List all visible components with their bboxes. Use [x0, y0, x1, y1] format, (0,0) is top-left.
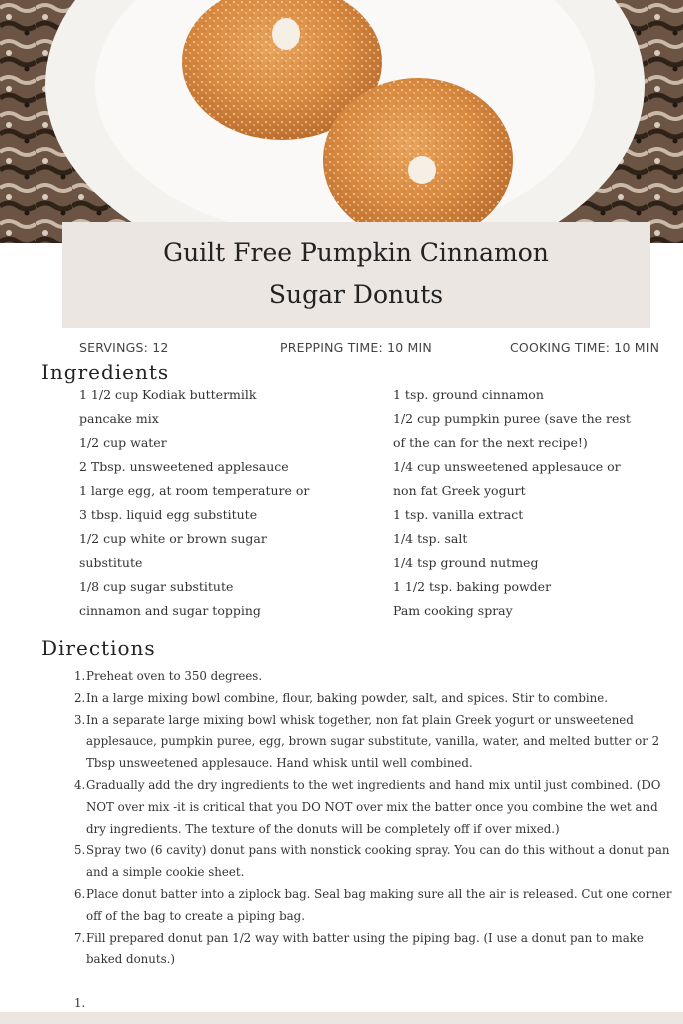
ingredients-list-right	[393, 383, 648, 623]
ingredients-list-left	[79, 383, 329, 623]
ingredient-line: 1/4 cup unsweetened applesauce or	[393, 459, 621, 474]
title-box	[62, 222, 650, 328]
step-text: In a large mixing bowl combine, flour, baking powder, salt, and spices. Stir to combine.	[86, 690, 609, 705]
direction-step	[74, 928, 678, 972]
directions-list	[74, 666, 678, 1011]
ingredient-line: of the can for the next recipe!)	[393, 435, 588, 450]
ingredient-line: non fat Greek yogurt	[393, 483, 526, 498]
recipe-title: Guilt Free Pumpkin Cinnamon Sugar Donuts	[163, 238, 549, 309]
step-number: 6.	[74, 886, 86, 901]
ingredient-line: 1 1/2 tsp. baking powder	[393, 579, 552, 594]
donut-right	[323, 78, 513, 242]
ingredient-line: 1/4 tsp ground nutmeg	[393, 555, 539, 570]
step-text: Preheat oven to 350 degrees.	[86, 669, 263, 683]
ingredient-line: 1/4 tsp. salt	[393, 531, 468, 546]
step-text: Spray two (6 cavity) donut pans with nonstick cooking spray. You can do this without a donut pan and a simple cookie sheet.	[86, 843, 670, 880]
step-number: 2.	[74, 690, 86, 705]
step-number: 4.	[74, 777, 86, 792]
step-number: 1.	[74, 996, 86, 1011]
ingredient-line: pancake mix	[79, 411, 159, 426]
ingredients-heading: Ingredients	[41, 360, 170, 384]
ingredient-line: 1 tsp. vanilla extract	[393, 507, 524, 522]
servings-label: SERVINGS: 12	[79, 340, 169, 355]
cook-time-label: COOKING TIME: 10 MIN	[510, 340, 660, 355]
footer-band	[0, 1012, 683, 1024]
step-number: 3.	[74, 712, 86, 727]
step-text: Place donut batter into a ziplock bag. Seal bag making sure all the air is released. Cut one corner off of the bag to create a piping bag.	[86, 886, 672, 923]
step-number: 7.	[74, 930, 86, 945]
ingredient-line: 3 tbsp. liquid egg substitute	[79, 507, 258, 522]
step-number: 1.	[74, 669, 86, 683]
ingredient-line: 1 1/2 cup Kodiak buttermilk	[79, 387, 257, 402]
directions-heading: Directions	[41, 636, 156, 660]
recipe-photo	[0, 0, 683, 243]
step-text: Gradually add the dry ingredients to the wet ingredients and hand mix until just combined. (DO NOT over mix -it is critical that you DO NOT over mix the batter once you combine the wet and dry ingredients. The texture of the donuts will be completely off if over mixed.)	[86, 777, 661, 836]
step-text: In a separate large mixing bowl whisk together, non fat plain Greek yogurt or unsweetened applesauce, pumpkin puree, egg, brown sugar substitute, vanilla, water, and melted butter or 2 Tbsp unsweetened applesauce. Hand whisk until well combined.	[86, 712, 660, 771]
ingredient-line: cinnamon and sugar topping	[79, 603, 261, 618]
ingredient-line: 1/2 cup pumpkin puree (save the rest	[393, 411, 631, 426]
prep-time-label: PREPPING TIME: 10 MIN	[280, 340, 432, 355]
ingredient-line: 1 tsp. ground cinnamon	[393, 387, 544, 402]
direction-step	[74, 666, 678, 688]
donut-photo-image	[0, 0, 683, 243]
direction-step	[74, 884, 678, 928]
ingredient-line: 1 large egg, at room temperature or	[79, 483, 310, 498]
ingredient-line: 1/8 cup sugar substitute	[79, 579, 234, 594]
ingredient-line: Pam cooking spray	[393, 603, 513, 618]
direction-step	[74, 688, 678, 710]
step-text: Fill prepared donut pan 1/2 way with batter using the piping bag. (I use a donut pan to make baked donuts.)	[86, 930, 644, 967]
direction-step	[74, 840, 678, 884]
recipe-meta	[0, 340, 683, 358]
ingredient-line: substitute	[79, 555, 143, 570]
ingredient-line: 2 Tbsp. unsweetened applesauce	[79, 459, 289, 474]
ingredient-line: 1/2 cup white or brown sugar	[79, 531, 267, 546]
ingredient-line: 1/2 cup water	[79, 435, 167, 450]
direction-step	[74, 710, 678, 775]
step-number: 5.	[74, 843, 86, 858]
direction-step	[74, 775, 678, 840]
